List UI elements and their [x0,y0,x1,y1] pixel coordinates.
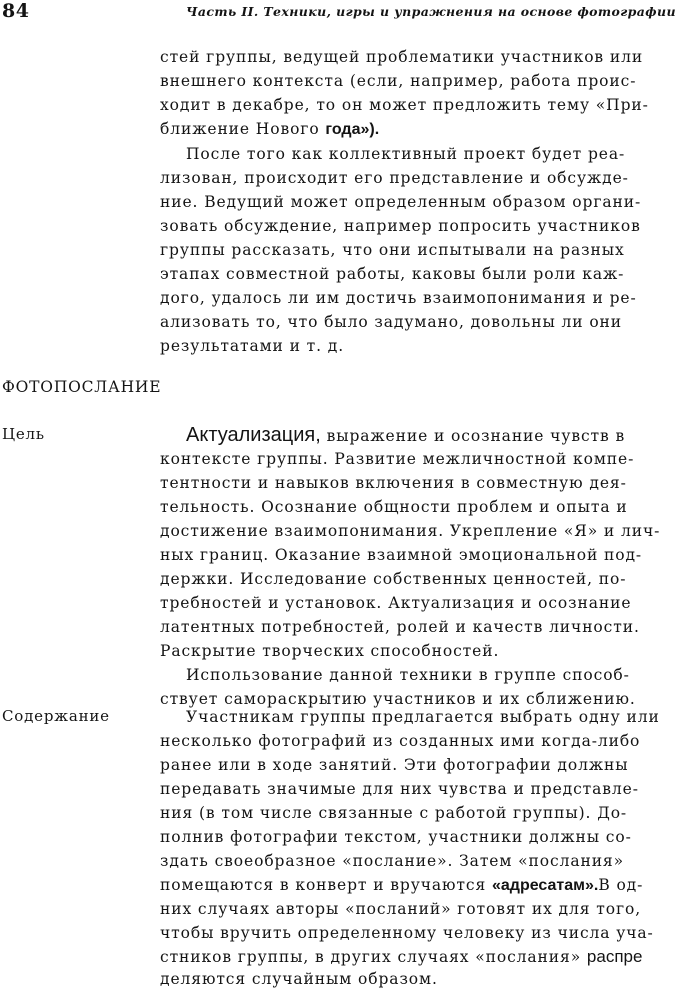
text-line: ния (в том числе связанные с работой группы). До- [160,804,628,822]
text-line: латентных потребностей, ролей и качеств личности. [160,618,640,636]
text-line: достижение взаимопонимания. Укрепление «Я» и лич- [160,522,661,540]
text-line [160,873,644,897]
text-line [160,945,643,969]
text-run: выражение и осознание чувств в [320,427,626,445]
text-line: Раскрытие творческих способностей. [160,642,500,660]
emphasis-text: года»). [325,121,380,138]
text-line [186,423,626,449]
text-run: ближение Нового [160,120,326,138]
text-line: результатами и т. д. [160,337,345,355]
text-line [160,117,617,141]
text-line: ных границ. Оказание взаимной эмоциональной под- [160,546,643,564]
emphasis-text: «адресатам». [492,877,599,894]
text-run [160,873,598,897]
text-line: требностей и установок. Актуализация и осознание [160,594,632,612]
text-line: стей группы, ведущей проблематики участников или [160,48,644,66]
text-line: зовать обсуждение, например попросить участников [160,217,641,235]
text-line: После того как коллективный проект будет реа- [186,145,626,163]
text-line: контексте группы. Развитие межличностной компе- [160,450,635,468]
text-line: группы рассказать, что они испытывали на разных [160,241,625,259]
text-line: тельность. Осознание общности проблем и опыта и [160,498,628,516]
text-line: чтобы вручить определенному человеку из числа уча- [160,924,654,942]
text-line: внешнего контекста (если, например, работа проис- [160,72,637,90]
section-title: ФОТОПОСЛАНИЕ [2,378,162,396]
goal-label: Цель [2,425,45,443]
running-header: Часть II. Техники, игры и упражнения на основе фотографии [186,4,676,19]
emphasis-text: распре [586,947,643,966]
text-run: стников группы, в других случаях «послания» [160,948,587,966]
emphasis-text: Актуализация, [186,424,321,446]
text-line: Использование данной техники в группе способ- [186,666,630,684]
text-run: помещаются в конверт и вручаются [160,876,492,894]
text-line: здать своеобразное «послание». Затем «послания» [160,852,624,870]
text-line: полнив фотографии текстом, участники должны со- [160,828,632,846]
text-line: ранее или в ходе занятий. Эти фотографии должны [160,756,629,774]
text-line: этапах совместной работы, каковы были роли каж- [160,265,625,283]
page-number: 84 [2,0,30,22]
text-line: передавать значимые для них чувства и представле- [160,780,639,798]
text-line: держки. Исследование собственных ценностей, по- [160,570,627,588]
text-line: ализовать то, что было задумано, довольны ли они [160,313,623,331]
text-run: В од- [598,876,644,894]
text-line: ние. Ведущий может определенным образом органи- [160,193,642,211]
text-line: лизован, происходит его представление и обсужде- [160,169,629,187]
text-line: ствует самораскрытию участников и их сближению. [160,690,636,708]
text-line: ходит в декабре, то он может предложить тему «При- [160,96,649,114]
text-line: них случаях авторы «посланий» готовят их для того, [160,900,642,918]
text-line: деляются случайным образом. [160,970,438,988]
content-label: Содержание [2,707,110,725]
text-line: Участникам группы предлагается выбрать одну или [186,708,660,726]
text-line: несколько фотографий из созданных ими когда-либо [160,732,641,750]
text-line: тентности и навыков включения в совместную дея- [160,474,627,492]
text-line: дого, удалось ли им достичь взаимопонимания и ре- [160,289,637,307]
